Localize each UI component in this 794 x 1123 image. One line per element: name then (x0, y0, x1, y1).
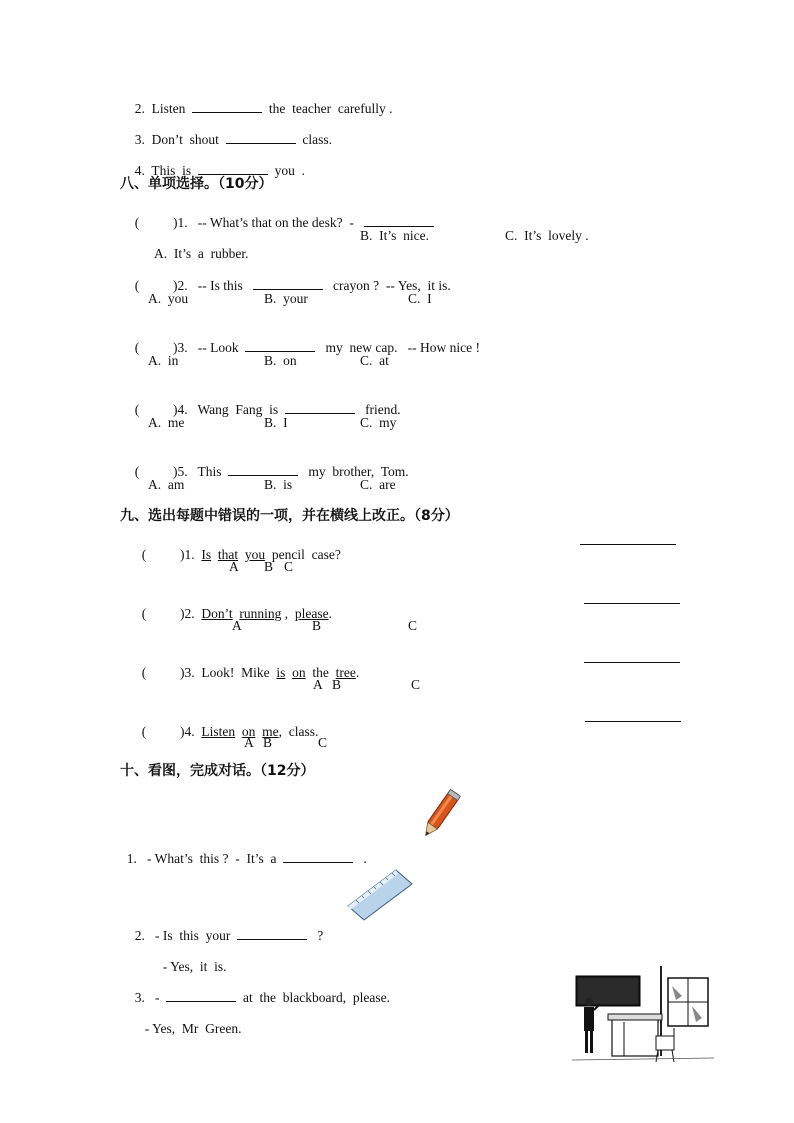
answer-blank[interactable] (192, 100, 262, 113)
s8-q5: ( )5. This my brother, Tom. (134, 464, 409, 479)
answer-blank[interactable] (228, 463, 298, 476)
s8-q4: ( )4. Wang Fang is friend. (134, 402, 401, 417)
pencil-icon (418, 786, 462, 844)
classroom-icon (572, 966, 714, 1066)
correction-line[interactable] (580, 543, 676, 545)
answer-blank[interactable] (364, 214, 434, 227)
section9-title: 九、选出每题中错误的一项，并在横线上改正。（8分） (120, 508, 459, 524)
s10-q3: 3. - at the blackboard, please. (134, 990, 390, 1005)
s7-item-4: 4. This is you . (134, 163, 306, 178)
correction-line[interactable] (584, 661, 680, 663)
answer-blank[interactable] (285, 401, 355, 414)
section10-title: 十、看图，完成对话。（12分） (120, 763, 315, 779)
s9-q3: ( )3. Look! Mike is on the tree. (141, 665, 360, 680)
s8-q1: ( )1. -- What’s that on the desk? - (128, 196, 434, 232)
s10-q2-reply: - Yes, it is. (162, 959, 227, 974)
correction-line[interactable] (585, 720, 681, 722)
s8-q2: ( )2. -- Is this crayon ? -- Yes, it is. (134, 278, 451, 293)
answer-blank[interactable] (166, 989, 236, 1002)
s9-q2: ( )2. Don’t running , please. (141, 606, 332, 621)
ruler-icon (344, 866, 416, 924)
s7-item-3: 3. Don’t shout class. (134, 132, 333, 147)
answer-blank[interactable] (237, 927, 307, 940)
answer-blank[interactable] (283, 850, 353, 863)
s8-q3: ( )3. -- Look my new cap. -- How nice ! (134, 340, 480, 355)
s9-q1: ( )1. Is that you pencil case? (141, 547, 341, 562)
answer-blank[interactable] (198, 162, 268, 175)
answer-blank[interactable] (253, 277, 323, 290)
answer-blank[interactable] (245, 339, 315, 352)
section8-title: 八、单项选择。（10分） (120, 176, 273, 192)
s10-q3-reply: - Yes, Mr Green. (144, 1021, 242, 1036)
s10-q1: 1. - What’s this ? - It’s a . (126, 851, 367, 866)
correction-line[interactable] (584, 602, 680, 604)
answer-blank[interactable] (226, 131, 296, 144)
s10-q2: 2. - Is this your ? (134, 928, 324, 943)
s9-q4: ( )4. Listen on me, class. (141, 724, 319, 739)
s7-item-2: 2. Listen the teacher carefully . (134, 101, 393, 116)
s8-q1-options: A. It’s a rubber. (154, 246, 249, 261)
